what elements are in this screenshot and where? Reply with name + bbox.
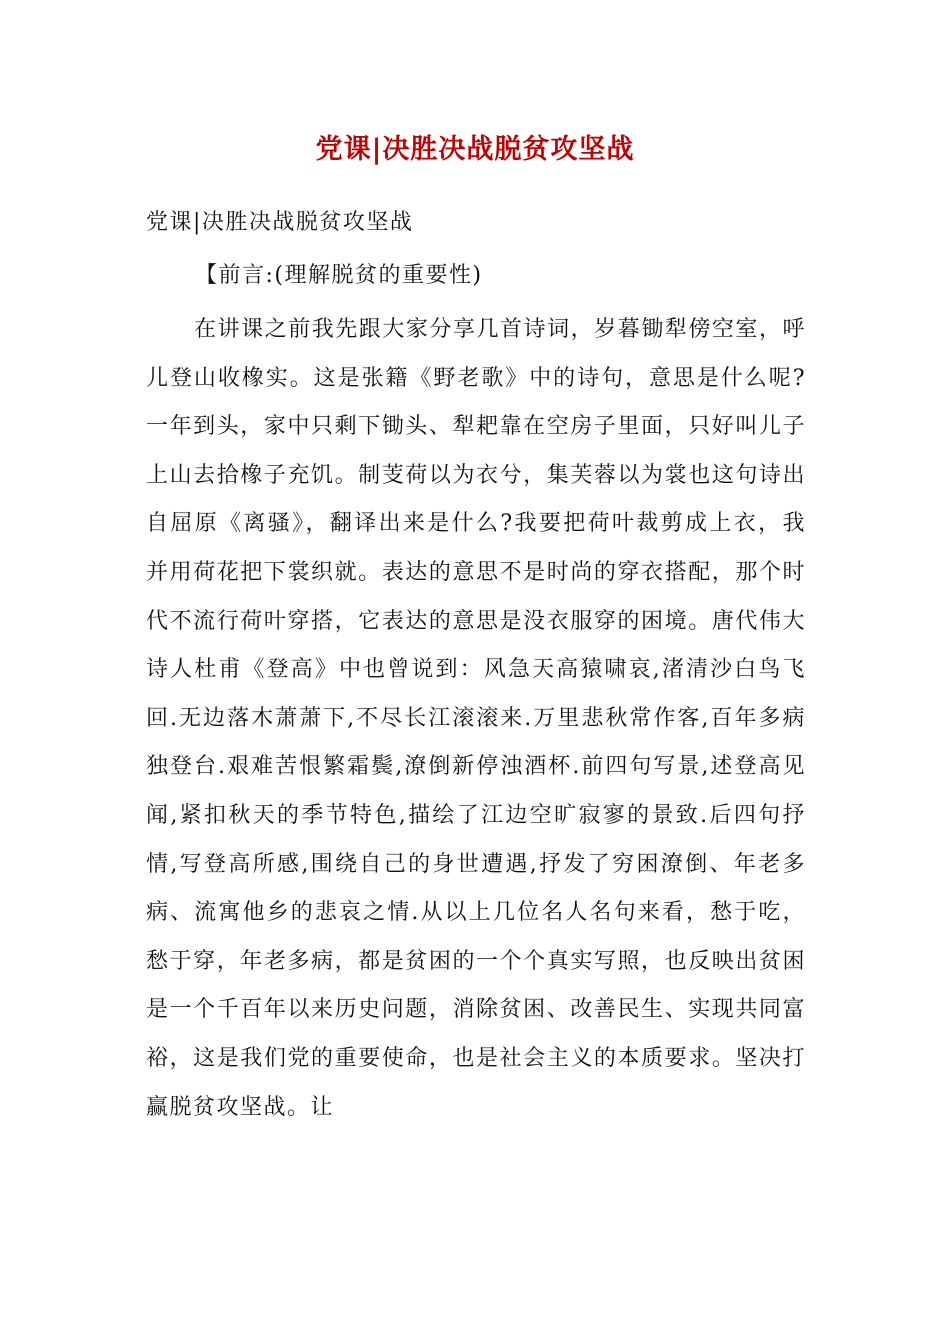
body-paragraph: 在讲课之前我先跟大家分享几首诗词，岁暮锄犁傍空室，呼儿登山收橡实。这是张籍《野老歌》中的诗句，意思是什么呢?一年到头，家中只剩下锄头、犁耙靠在空房子里面，只好叫儿子上山去拾橡子充饥。制芰荷以为衣兮，集芙蓉以为裳也这句诗出自屈原《离骚》，翻译出来是什么?我要把荷叶裁剪成上衣，我并用荷花把下裳织就。表达的意思不是时尚的穿衣搭配，那个时代不流行荷叶穿搭，它表达的意思是没衣服穿的困境。唐代伟大诗人杜甫《登高》中也曾说到：风急天高猿啸哀,渚清沙白鸟飞回.无边落木萧萧下,不尽长江滚滚来.万里悲秋常作客,百年多病独登台.艰难苦恨繁霜鬓,潦倒新停浊酒杯.前四句写景,述登高见闻,紧扣秋天的季节特色,描绘了江边空旷寂寥的景致.后四句抒情,写登高所感,围绕自己的身世遭遇,抒发了穷困潦倒、年老多病、流寓他乡的悲哀之情.从以上几位名人名句来看，愁于吃，愁于穿，年老多病，都是贫困的一个个真实写照，也反映出贫困是一个千百年以来历史问题，消除贫困、改善民生、实现共同富裕，这是我们党的重要使命，也是社会主义的本质要求。坚决打赢脱贫攻坚战。让 [146,317,806,1120]
document-title: 党课|决胜决战脱贫攻坚战 [315,134,635,165]
document-subtitle: 党课|决胜决战脱贫攻坚战 [146,210,414,235]
preface-heading: 【前言:(理解脱贫的重要性) [195,263,483,288]
